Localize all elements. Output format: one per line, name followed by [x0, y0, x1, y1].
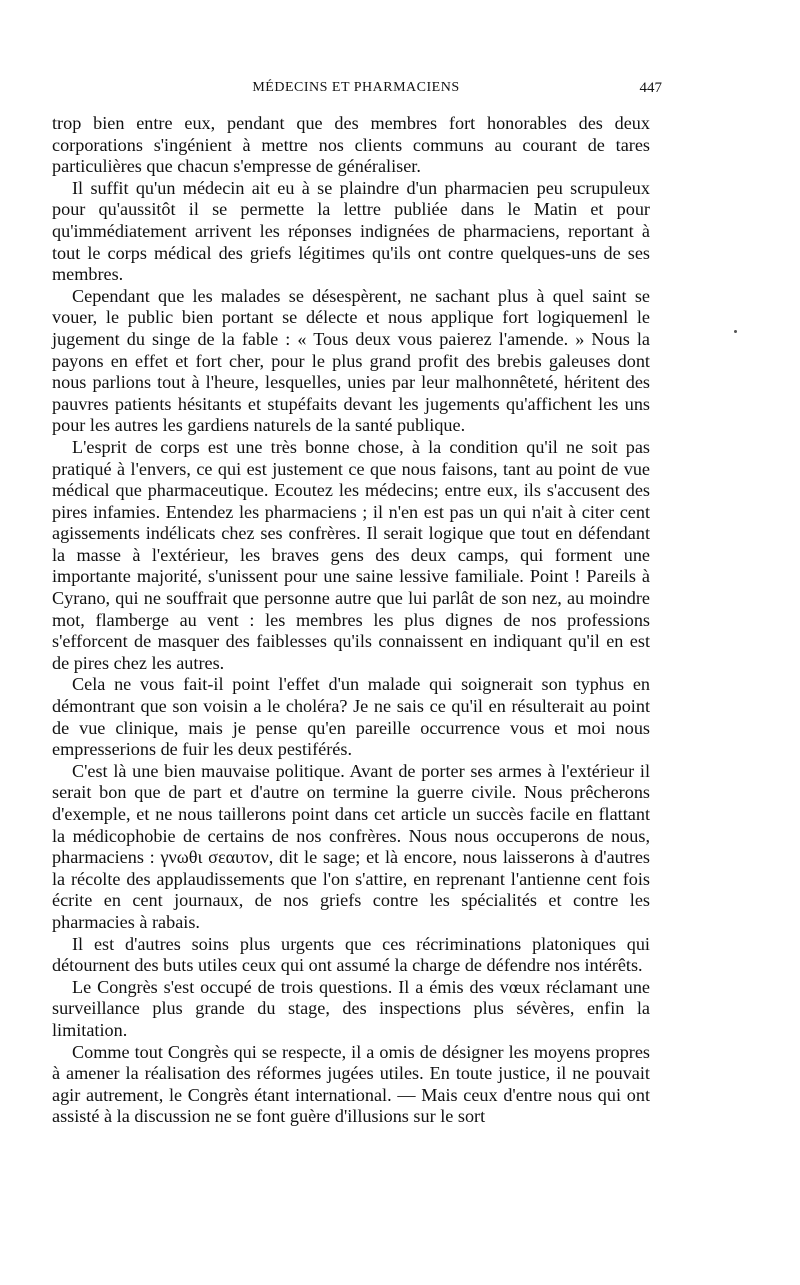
paragraph-9: Comme tout Congrès qui se respecte, il a omis de désigner les moyens propres à amener la réalisation des réformes jugées utiles. En toute justice, il ne pouvait agir autrement, le Congrès étant international. — Mais ceux d'entre nous qui ont assisté à la discussion ne se font guère d'illusions sur le sort — [52, 1041, 650, 1127]
paragraph-1: trop bien entre eux, pendant que des membres fort honorables des deux corporations s'ingénient à mettre nos clients communs au courant de tares particulières que chacun s'empresse de généraliser. — [52, 113, 650, 177]
margin-speck — [734, 330, 737, 333]
body-text — [52, 113, 650, 1128]
running-title: MÉDECINS ET PHARMACIENS — [252, 80, 460, 95]
running-head — [50, 80, 662, 102]
paragraph-7: Il est d'autres soins plus urgents que ces récriminations platoniques qui détournent des buts utiles ceux qui ont assumé la charge de défendre nos intérêts. — [52, 933, 650, 976]
paragraph-8: Le Congrès s'est occupé de trois questions. Il a émis des vœux réclamant une surveillance plus grande du stage, des inspections plus sévères, enfin la limitation. — [52, 976, 650, 1040]
page-number: 447 — [639, 80, 662, 96]
paragraph-3: Cependant que les malades se désespèrent, ne sachant plus à quel saint se vouer, le public bien portant se délecte et nous applique fort logiquemenl le jugement du singe de la fable : « Tous deux vous paierez l'amende. » Nous la payons en effet et fort cher, pour le plus grand profit des brebis galeuses dont nous parlions tout à l'heure, lesquelles, unies par leur malhonnêteté, héritent des pauvres patients hésitants et stupéfaits devant les jugements qu'affichent les uns pour les autres les gardiens naturels de la santé publique. — [52, 285, 650, 436]
paragraph-2: Il suffit qu'un médecin ait eu à se plaindre d'un pharmacien peu scrupuleux pour qu'aussitôt il se permette la lettre publiée dans le Matin et pour qu'immédiatement arrivent les réponses indignées de pharmaciens, reportant à tout le corps médical des griefs légitimes qu'ils ont contre quelques-uns de ses membres. — [52, 177, 650, 285]
paragraph-5: Cela ne vous fait-il point l'effet d'un malade qui soignerait son typhus en démontrant que son voisin a le choléra? Je ne sais ce qu'il en résulterait au point de vue clinique, mais je pense qu'en pareille occurrence vous et moi nous empresserions de fuir les deux pestiférés. — [52, 674, 650, 760]
paragraph-6: C'est là une bien mauvaise politique. Avant de porter ses armes à l'extérieur il serait bon que de part et d'autre on termine la guerre civile. Nous prêcherons d'exemple, et ne nous taillerons point dans cet article un succès facile en flattant la médicophobie de certains de nos confrères. Nous nous occuperons de nous, pharmaciens : γνωθι σεαυτον, dit le sage; et là encore, nous laisserons à d'autres la récolte des applaudissements que l'on s'attire, en reprenant l'antienne cent fois écrite en cent journaux, de nos griefs contre les spécialités et contre les pharmacies à rabais. — [52, 760, 650, 932]
paragraph-4: L'esprit de corps est une très bonne chose, à la condition qu'il ne soit pas pratiqué à l'envers, ce qui est justement ce que nous faisons, tant au point de vue médical que pharmaceutique. Ecoutez les médecins; entre eux, ils s'accusent des pires infamies. Entendez les pharmaciens ; il n'en est pas un qui n'ait à citer cent agissements indélicats chez ses confrères. Il serait logique que tout en défendant la masse à l'extérieur, les braves gens des deux camps, qui forment une importante majorité, s'unissent pour une saine lessive familiale. Point ! Pareils à Cyrano, qui ne souffrait que personne autre que lui parlât de son nez, au moindre mot, flamberge au vent : les membres les plus dignes de nos professions s'efforcent de masquer des faiblesses qu'ils connaissent en indiquant qu'il en est de pires chez les autres. — [52, 436, 650, 673]
